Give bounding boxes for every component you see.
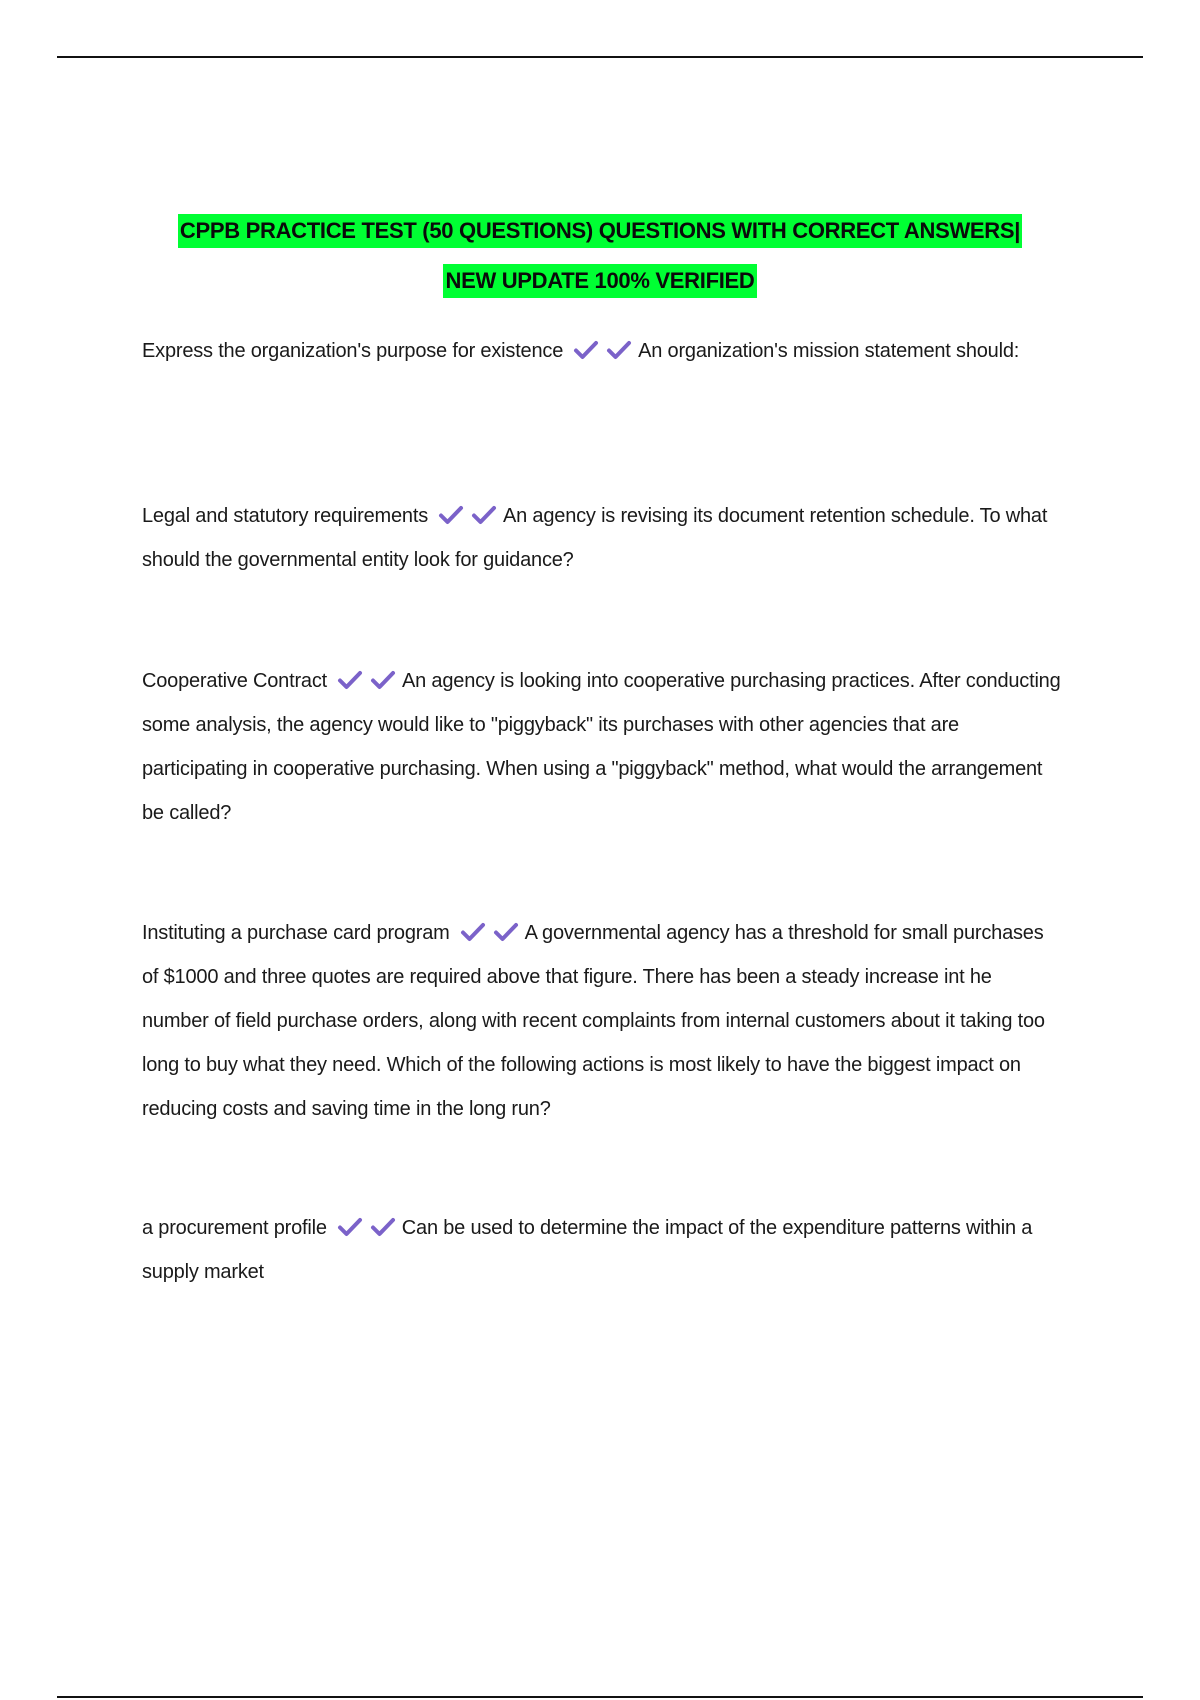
footer-rule: [57, 1696, 1143, 1698]
qa-entry: [142, 494, 1062, 582]
check-mark-icon: [606, 340, 632, 360]
check-marks: [573, 340, 632, 360]
check-mark-icon: [471, 505, 497, 525]
document-title: [0, 214, 1200, 298]
check-marks: [337, 1217, 396, 1237]
check-marks: [460, 922, 519, 942]
qa-entry: [142, 1206, 1062, 1294]
answer-text: Express the organization's purpose for existence: [142, 340, 564, 362]
question-text: Can be used to determine the impact of the expenditure patterns within a supply market: [142, 1217, 1033, 1283]
check-mark-icon: [370, 1217, 396, 1237]
answer-text: Cooperative Contract: [142, 670, 327, 692]
question-text: An agency is looking into cooperative purchasing practices. After conducting some analysis, the agency would like to "piggyback" its purchases with other agencies that are participating in cooperative purchasing. When using a "piggyback" method, what would the arrangement be called?: [142, 670, 1061, 824]
check-marks: [438, 505, 497, 525]
check-mark-icon: [493, 922, 519, 942]
question-text: An organization's mission statement should:: [638, 340, 1020, 362]
check-marks: [337, 670, 396, 690]
question-text: A governmental agency has a threshold for small purchases of $1000 and three quotes are required above that figure. There has been a steady increase int he number of field purchase orders, along with recent complaints from internal customers about it taking too long to buy what they need. Which of the following actions is most likely to have the biggest impact on reducing costs and saving time in the long run?: [142, 922, 1045, 1120]
qa-entry: [142, 329, 1062, 373]
check-mark-icon: [573, 340, 599, 360]
check-mark-icon: [438, 505, 464, 525]
title-line-1: CPPB PRACTICE TEST (50 QUESTIONS) QUESTIONS WITH CORRECT ANSWERS|: [178, 214, 1022, 248]
question-text: An agency is revising its document retention schedule. To what should the governmental entity look for guidance?: [142, 505, 1048, 571]
header-rule: [57, 56, 1143, 58]
check-mark-icon: [337, 1217, 363, 1237]
title-line-2: NEW UPDATE 100% VERIFIED: [443, 264, 756, 298]
answer-text: Instituting a purchase card program: [142, 922, 450, 944]
qa-entry: [142, 911, 1062, 1131]
check-mark-icon: [337, 670, 363, 690]
answer-text: a procurement profile: [142, 1217, 327, 1239]
check-mark-icon: [370, 670, 396, 690]
qa-entry: [142, 659, 1062, 835]
answer-text: Legal and statutory requirements: [142, 505, 428, 527]
check-mark-icon: [460, 922, 486, 942]
